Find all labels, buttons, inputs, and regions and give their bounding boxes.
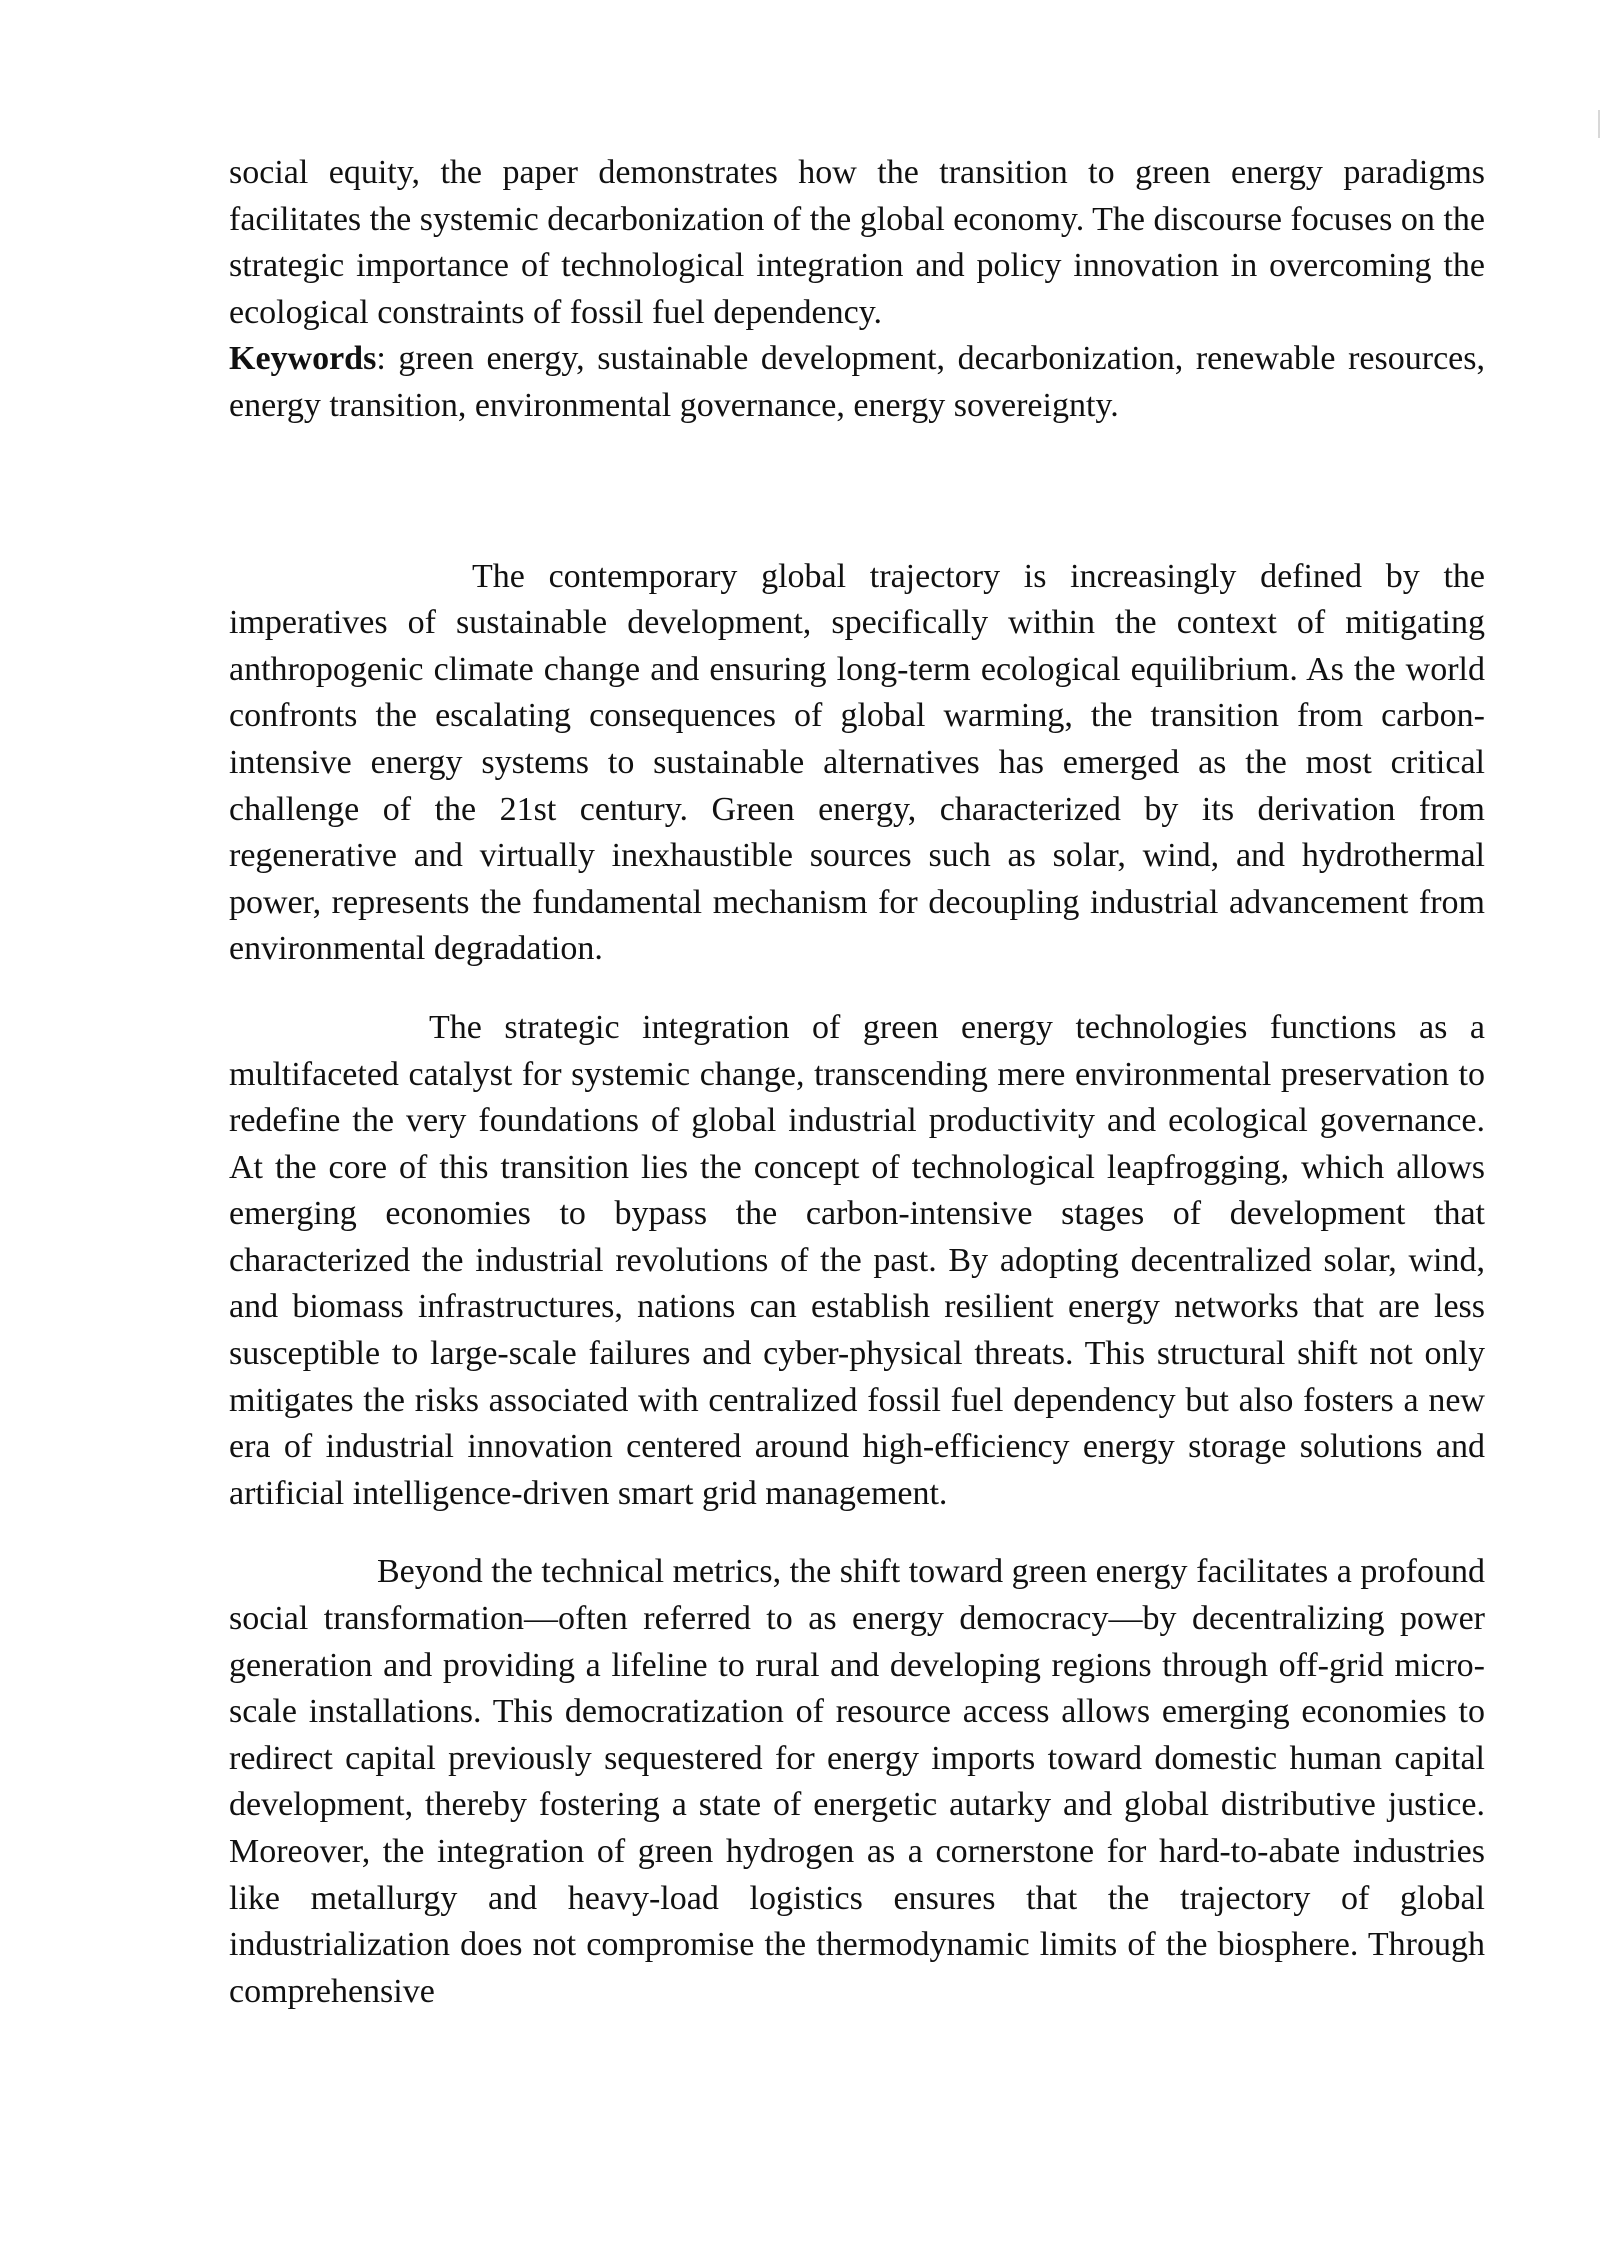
keywords-paragraph <box>229 336 1485 429</box>
document-page <box>229 150 1485 2015</box>
keywords-label: Keywords <box>229 340 377 378</box>
body-paragraph-3: Beyond the technical metrics, the shift toward green energy facilitates a profound social transformation—often referred to as energy democracy—by decentralizing power generation and providing a lifeline to rural and developing regions through off-grid micro-scale installations. This democratization of resource access allows emerging economies to redirect capital previously sequestered for energy imports toward domestic human capital development, thereby fostering a state of energetic autarky and global distributive justice. Moreover, the integration of green hydrogen as a cornerstone for hard-to-abate industries like metallurgy and heavy-load logistics ensures that the trajectory of global industrialization does not compromise the thermodynamic limits of the biosphere. Through comprehensive <box>229 1553 1485 2010</box>
body-paragraph-1: The contemporary global trajectory is increasingly defined by the imperatives of sustainable development, specifically within the context of mitigating anthropogenic climate change and ensuring long-term ecological equilibrium. As the world confronts the escalating consequences of global warming, the transition from carbon-intensive energy systems to sustainable alternatives has emerged as the most critical challenge of the 21st century. Green energy, characterized by its derivation from regenerative and virtually inexhaustible sources such as solar, wind, and hydrothermal power, represents the fundamental mechanism for decoupling industrial advancement from environmental degradation. <box>229 557 1485 968</box>
abstract-tail-paragraph: social equity, the paper demonstrates how the transition to green energy paradigms facilitates the systemic decarbonization of the global economy. The discourse focuses on the strategic importance of technological integration and policy innovation in overcoming the ecological constraints of fossil fuel dependency. <box>229 154 1485 331</box>
keywords-separator: : <box>376 340 386 378</box>
section-gap <box>229 430 1485 554</box>
body-paragraph-2: The strategic integration of green energy technologies functions as a multifaceted catalyst for systemic change, transcending mere environmental preservation to redefine the very foundations of global industrial productivity and ecological governance. At the core of this transition lies the concept of technological leapfrogging, which allows emerging economies to bypass the carbon-intensive stages of development that characterized the industrial revolutions of the past. By adopting decentralized solar, wind, and biomass infrastructures, nations can establish resilient energy networks that are less susceptible to large-scale failures and cyber-physical threats. This structural shift not only mitigates the risks associated with centralized fossil fuel dependency but also fosters a new era of industrial innovation centered around high-efficiency energy storage solutions and artificial intelligence-driven smart grid management. <box>229 1008 1485 1512</box>
keywords-list: green energy, sustainable development, decarbonization, renewable resources, energy transition, environmental governance, energy sovereignty. <box>229 340 1485 424</box>
